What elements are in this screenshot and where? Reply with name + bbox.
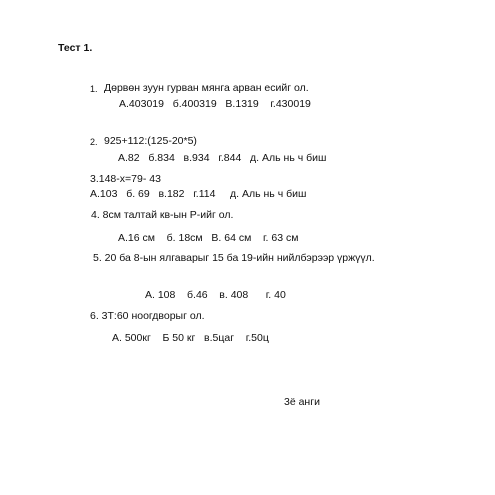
question-3-options: А.103 б. 69 в.182 г.114 д. Аль нь ч биш (90, 188, 307, 200)
grade-label: 3ё анги (284, 396, 320, 408)
question-4-text: 4. 8см талтай кв-ын P-ийг ол. (91, 209, 234, 221)
question-6-options: А. 500кг Б 50 кг в.5цаг г.50ц (112, 332, 269, 344)
question-1-number: 1. (90, 84, 98, 94)
question-3-text: 3.148-х=79- 43 (90, 173, 161, 185)
question-6-text: 6. 3Т:60 ноогдворыг ол. (90, 310, 205, 322)
question-5-options: А. 108 б.46 в. 408 г. 40 (145, 289, 286, 301)
question-2-number: 2. (90, 137, 98, 147)
question-5-text: 5. 20 ба 8-ын ялгаварыг 15 ба 19-ийн нийлбэрээр үржүүл. (93, 252, 375, 264)
question-2-text: 925+112:(125-20*5) (104, 135, 197, 147)
test-title: Тест 1. (58, 42, 93, 54)
question-1-options: А.403019 б.400319 В.1319 г.430019 (119, 98, 311, 110)
question-2-options: А.82 б.834 в.934 г.844 д. Аль нь ч биш (118, 152, 327, 164)
question-1-text: Дөрвөн зуун гурван мянга арван есийг ол. (104, 82, 309, 94)
question-4-options: А.16 см б. 18см В. 64 см г. 63 см (118, 232, 299, 244)
